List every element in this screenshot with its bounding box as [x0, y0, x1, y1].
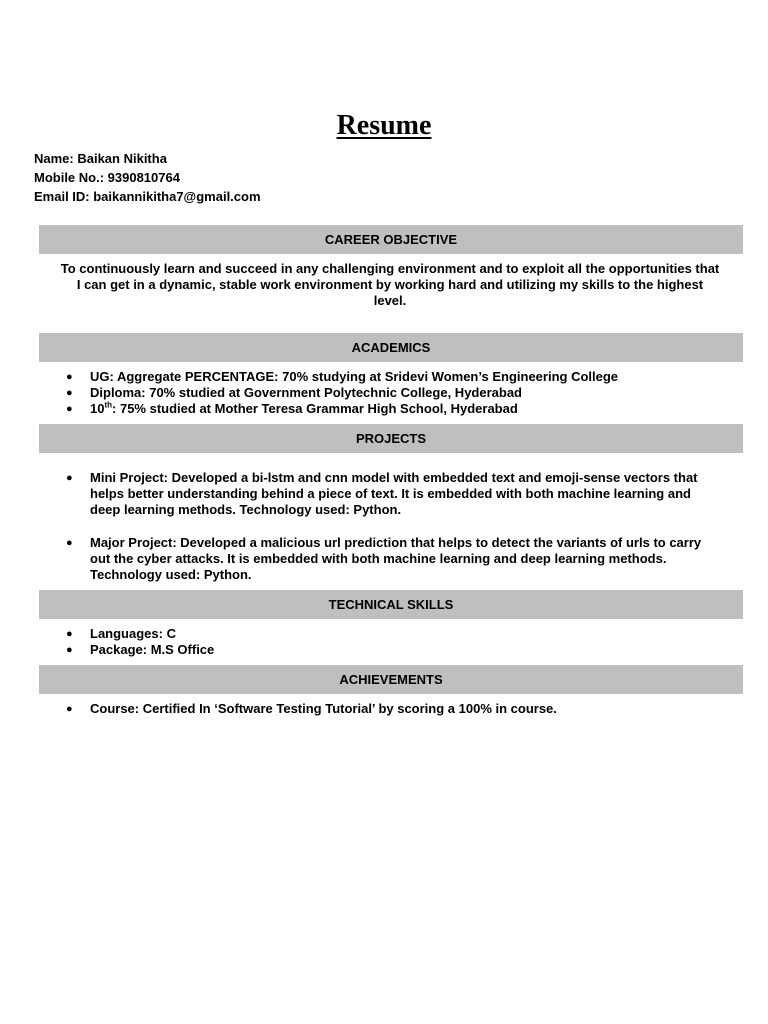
list-item [0, 535, 710, 583]
academics-ug: UG: Aggregate PERCENTAGE: 70% studying at Sridevi Women’s Engineering College [90, 369, 619, 384]
list-item [0, 385, 710, 401]
section-heading-academics: ACADEMICS [39, 333, 743, 362]
section-heading-achievements: ACHIEVEMENTS [39, 665, 743, 694]
list-item [0, 642, 710, 658]
list-item [0, 626, 710, 642]
section-heading-career-objective: CAREER OBJECTIVE [39, 225, 743, 254]
project-mini: Mini Project: Developed a bi-lstm and cnn model with embedded text and emoji-sense vectors that helps better understanding behind a piece of text. It is embedded with both machine learning and deep learning methods. Technology used: Python. [90, 470, 698, 517]
career-objective-text: To continuously learn and succeed in any challenging environment and to exploit all the opportunities that I can get in a dynamic, stable work environment by working hard and utilizing my skills to the highest level. [60, 261, 720, 308]
technical-skills-list [0, 626, 710, 658]
section-heading-technical-skills: TECHNICAL SKILLS [39, 590, 743, 619]
bullet-icon: ● [66, 387, 73, 399]
skill-languages: Languages: C [90, 626, 176, 641]
achievements-list [0, 701, 710, 717]
academics-tenth-rest: : 75% studied at Mother Teresa Grammar High School, Hyderabad [112, 401, 518, 416]
bullet-icon: ● [66, 703, 73, 715]
bullet-icon: ● [66, 403, 73, 415]
project-major: Major Project: Developed a malicious url prediction that helps to detect the variants of urls to carry out the cyber attacks. It is embedded with both machine learning and deep learning methods. Technology used: Python. [90, 535, 702, 582]
bullet-icon: ● [66, 644, 73, 656]
list-item [0, 369, 710, 385]
bullet-icon: ● [66, 628, 73, 640]
resume-title: Resume [336, 110, 432, 141]
skill-package: Package: M.S Office [90, 642, 215, 657]
list-item [0, 401, 710, 417]
bullet-icon: ● [66, 371, 73, 383]
bullet-icon: ● [66, 472, 73, 484]
list-item [0, 470, 710, 518]
list-item [0, 701, 710, 717]
academics-diploma: Diploma: 70% studied at Government Polytechnic College, Hyderabad [90, 385, 522, 400]
academics-list [0, 369, 710, 417]
bullet-icon: ● [66, 537, 73, 549]
projects-list [0, 470, 710, 583]
section-heading-projects: PROJECTS [39, 424, 743, 453]
contact-mobile: Mobile No.: 9390810764 [34, 170, 180, 185]
academics-tenth-sup: th [104, 400, 113, 410]
contact-block [34, 149, 261, 206]
contact-name: Name: Baikan Nikitha [34, 151, 167, 166]
achievement-course: Course: Certified In ‘Software Testing Tutorial’ by scoring a 100% in course. [90, 701, 557, 716]
contact-email: Email ID: baikannikitha7@gmail.com [34, 189, 261, 204]
academics-tenth-prefix: 10 [90, 401, 105, 416]
